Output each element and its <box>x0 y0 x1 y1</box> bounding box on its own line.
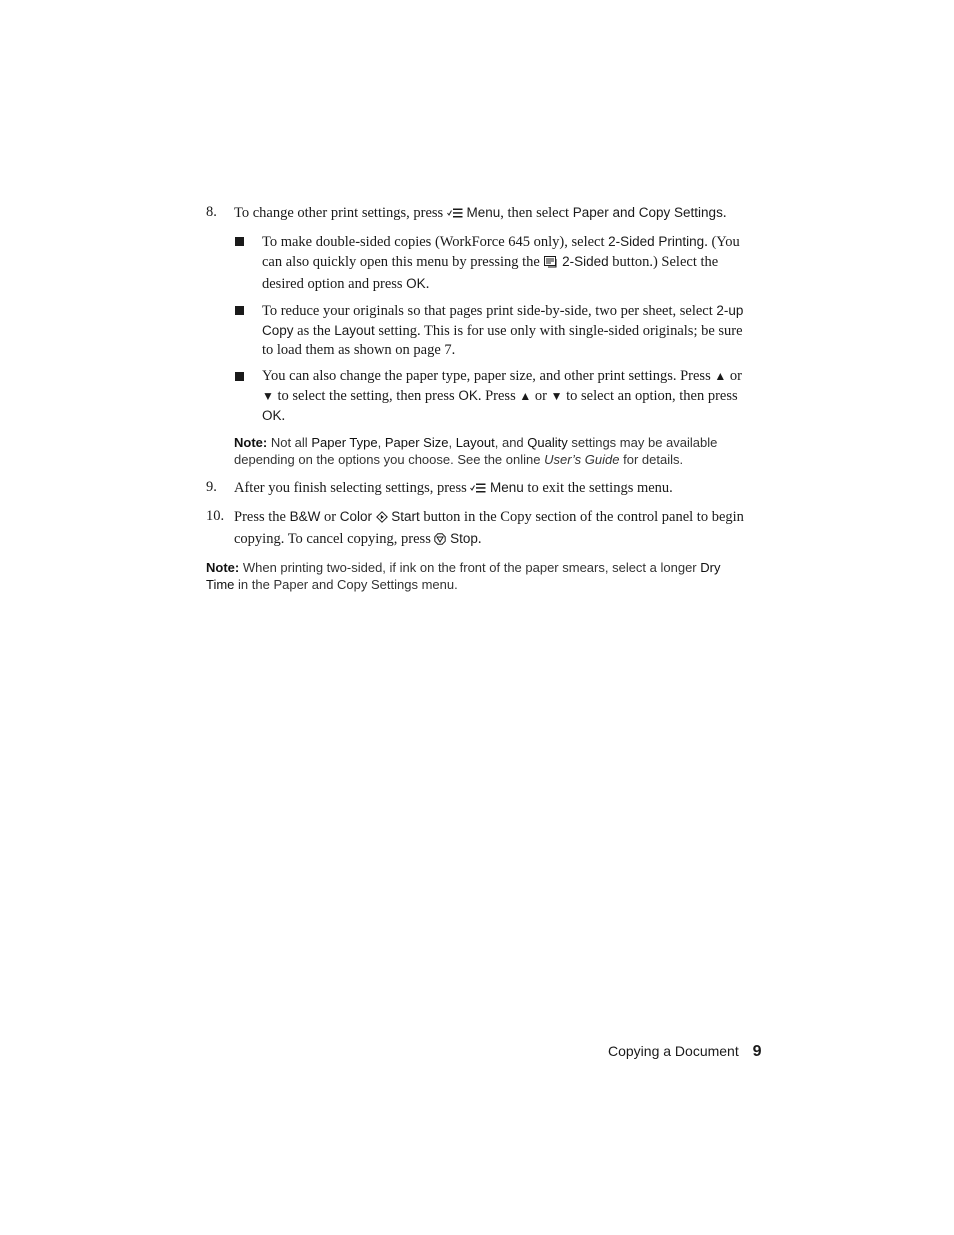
document-body <box>206 203 751 603</box>
page-footer <box>608 1043 762 1061</box>
text: . (You can also quickly open this menu by pressing the <box>262 234 740 270</box>
layout-label: Layout <box>334 323 375 338</box>
text: , <box>377 435 382 450</box>
text: Not all <box>270 435 308 450</box>
list-item <box>234 301 751 360</box>
bw-label: B&W <box>289 509 321 524</box>
bullet-square-icon <box>235 306 244 315</box>
step-number: 8. <box>206 204 217 220</box>
text: , and <box>494 435 524 450</box>
step-number: 10. <box>206 508 225 524</box>
note-label: Note: <box>234 435 268 450</box>
ok-label: OK <box>262 408 282 423</box>
text: as the <box>297 323 331 339</box>
text: in the Paper and Copy Settings menu. <box>238 577 458 592</box>
users-guide-title: User’s Guide <box>544 452 620 467</box>
step-10 <box>206 507 751 551</box>
text: . <box>477 531 482 547</box>
paper-size-label: Paper Size <box>384 435 449 450</box>
text: You can also change the paper type, paper size, and other print settings. Press <box>262 368 711 384</box>
dry-time-label: Dry Time <box>206 560 721 592</box>
text: . <box>281 408 286 424</box>
two-sided-label: 2-Sided <box>562 254 609 269</box>
paper-type-label: Paper Type <box>311 435 378 450</box>
text: After you finish selecting settings, press <box>234 480 467 496</box>
text: To make double-sided copies (WorkForce 645 only), select <box>262 234 605 250</box>
text: When printing two-sided, if ink on the front of the paper smears, select a longer <box>242 560 697 575</box>
text: to exit the settings menu. <box>527 480 673 496</box>
two-up-copy-label: 2-up Copy <box>262 303 744 338</box>
bullet-list <box>234 232 751 426</box>
text: or <box>323 509 337 525</box>
ok-label: OK <box>406 276 426 291</box>
text: for details. <box>623 452 684 467</box>
text: setting. This is for use only with single-sided originals; be sure to load them as shown on page 7. <box>262 323 743 358</box>
step-9 <box>206 478 751 500</box>
start-label: Start <box>391 509 420 524</box>
color-label: Color <box>339 509 372 524</box>
text: To reduce your originals so that pages print side-by-side, two per sheet, select <box>262 303 713 319</box>
quality-label: Quality <box>527 435 568 450</box>
two-sided-icon <box>544 255 559 274</box>
layout-label: Layout <box>455 435 495 450</box>
paper-copy-settings-label: Paper and Copy Settings <box>572 205 723 220</box>
up-arrow-icon: ▲ <box>714 369 727 383</box>
list-item <box>234 367 751 426</box>
menu-label: Menu <box>466 205 501 220</box>
stop-icon <box>434 532 446 551</box>
step-number: 9. <box>206 479 217 495</box>
text: to select an option, then press <box>566 388 738 404</box>
text: , <box>448 435 453 450</box>
list-item <box>234 232 751 294</box>
note-dry-time <box>206 559 751 593</box>
text: button.) Select the desired option and press <box>262 254 719 292</box>
text: , then select <box>500 205 570 221</box>
stop-label: Stop <box>450 531 478 546</box>
bullet-square-icon <box>235 372 244 381</box>
page-number: 9 <box>752 1043 762 1060</box>
menu-icon <box>447 206 463 225</box>
start-icon <box>376 510 388 529</box>
bullet-square-icon <box>235 237 244 246</box>
down-arrow-icon: ▼ <box>550 389 563 403</box>
ok-label: OK <box>458 388 478 403</box>
menu-icon <box>470 481 486 500</box>
text: or <box>534 388 547 404</box>
up-arrow-icon: ▲ <box>519 389 532 403</box>
text: . Press <box>477 388 516 404</box>
text: . <box>722 205 727 221</box>
text: to select the setting, then press <box>277 388 455 404</box>
note-label: Note: <box>206 560 240 575</box>
text: . <box>425 276 430 292</box>
text: Press the <box>234 509 286 525</box>
menu-label: Menu <box>490 480 524 495</box>
step-8 <box>206 203 751 468</box>
text: button in the Copy section of the control panel to begin copying. To cancel copying, press <box>234 509 744 547</box>
text: or <box>729 368 742 384</box>
text: To change other print settings, press <box>234 205 444 221</box>
down-arrow-icon: ▼ <box>262 389 274 403</box>
two-sided-printing-label: 2-Sided Printing <box>608 234 705 249</box>
text: settings may be available depending on the options you choose. See the online <box>234 435 718 467</box>
section-title: Copying a Document <box>608 1043 739 1059</box>
note-settings <box>234 434 751 468</box>
